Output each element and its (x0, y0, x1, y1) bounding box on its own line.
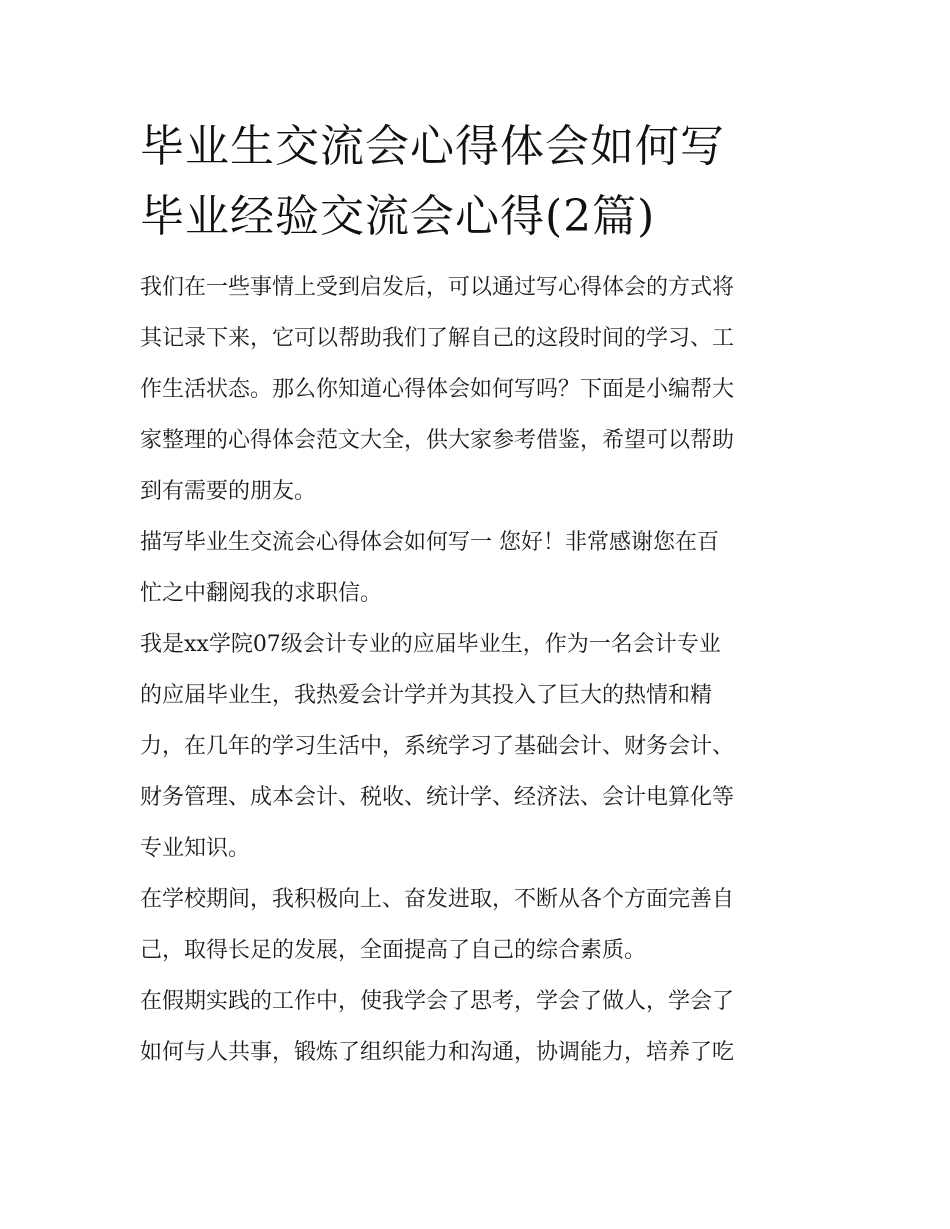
text-line: 专业知识。 (140, 836, 251, 861)
text-line: 在假期实践的工作中，使我学会了思考，学会了做人，学会了 (140, 989, 735, 1014)
text-line: 到有需要的朋友。 (140, 479, 317, 504)
text-line: 财务管理、成本会计、税收、统计学、经济法、会计电算化等 (140, 785, 735, 810)
text-line: 描写毕业生交流会心得体会如何写一 您好！非常感谢您在百 (140, 530, 719, 555)
text-line: 作生活状态。那么你知道心得体会如何写吗？下面是小编帮大 (140, 377, 735, 402)
paragraph-school-period (140, 874, 812, 976)
paragraph-greeting (140, 517, 812, 619)
text-line: 在学校期间，我积极向上、奋发进取，不断从各个方面完善自 (140, 887, 735, 912)
document-page (140, 112, 812, 1078)
text-line: 力，在几年的学习生活中，系统学习了基础会计、财务会计、 (140, 734, 735, 759)
text-line: 己，取得长足的发展，全面提高了自己的综合素质。 (140, 938, 647, 963)
text-line: 我们在一些事情上受到启发后，可以通过写心得体会的方式将 (140, 275, 735, 300)
text-line: 忙之中翻阅我的求职信。 (140, 581, 383, 606)
text-line: 的应届毕业生，我热爱会计学并为其投入了巨大的热情和精 (140, 683, 713, 708)
paragraph-intro (140, 262, 812, 517)
title-line: 毕业经验交流会心得(2篇) (140, 191, 656, 242)
document-title (140, 112, 812, 252)
paragraph-self-introduction (140, 619, 812, 874)
text-line: 家整理的心得体会范文大全，供大家参考借鉴，希望可以帮助 (140, 428, 735, 453)
text-line: 如何与人共事，锻炼了组织能力和沟通，协调能力，培养了吃 (140, 1040, 735, 1065)
title-line: 毕业生交流会心得体会如何写 (140, 121, 725, 172)
text-line: 我是xx学院07级会计专业的应届毕业生，作为一名会计专业 (140, 632, 721, 657)
text-line: 其记录下来，它可以帮助我们了解自己的这段时间的学习、工 (140, 326, 735, 351)
paragraph-practice (140, 976, 812, 1078)
